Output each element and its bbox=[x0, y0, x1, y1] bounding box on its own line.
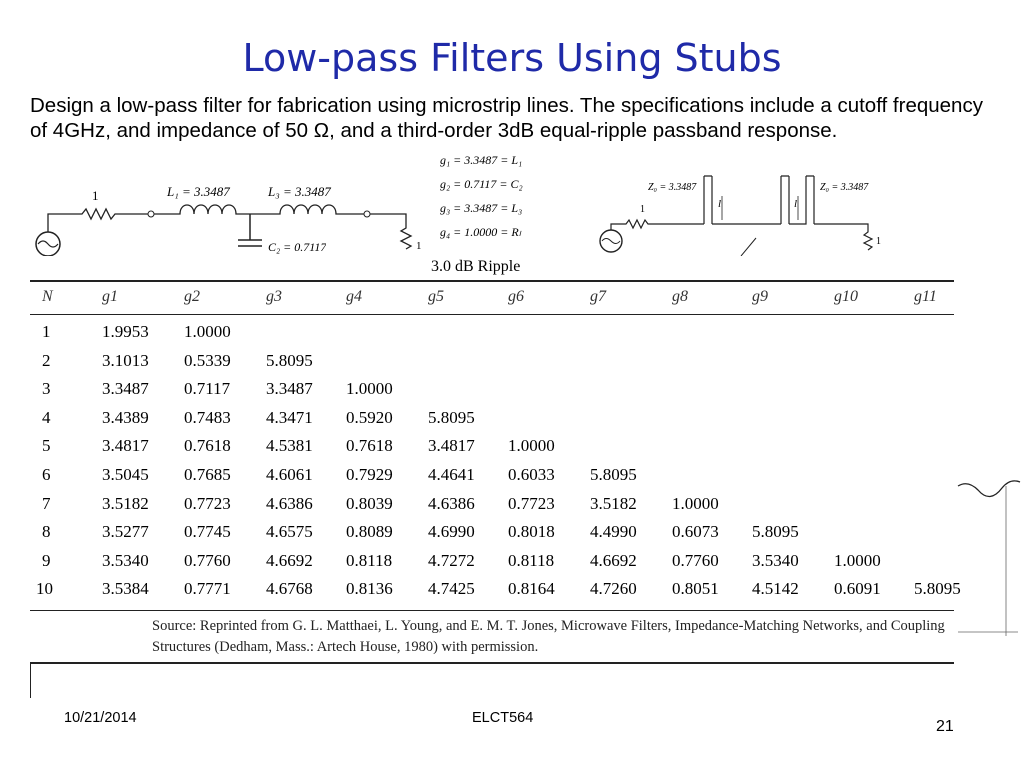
load-resistor-label: 1 bbox=[416, 240, 422, 252]
table-cell-g8: 0.8051 bbox=[672, 579, 719, 599]
table-row bbox=[30, 351, 954, 377]
header-g10: g10 bbox=[834, 288, 858, 305]
footer-course: ELCT564 bbox=[472, 710, 534, 726]
inductor-l1-label: L₁ = 3.3487 bbox=[167, 184, 230, 199]
table-cell-g1: 1.9953 bbox=[102, 322, 149, 341]
table-cell-g4: 0.8136 bbox=[346, 579, 393, 599]
table-cell-g3: 5.8095 bbox=[266, 350, 313, 370]
table-cell-g6: 0.7723 bbox=[508, 493, 555, 513]
table-cell-g7: 4.7260 bbox=[590, 579, 637, 599]
header-g7: g7 bbox=[590, 288, 606, 305]
table-cell-g3: 4.3471 bbox=[266, 407, 313, 427]
table-cell-g4: 0.8089 bbox=[346, 522, 393, 542]
table-cell-g9: 5.8095 bbox=[752, 522, 799, 542]
table-cell-g1: 3.5340 bbox=[102, 550, 149, 570]
table-row bbox=[30, 465, 954, 491]
table-cell-g4: 1.0000 bbox=[346, 379, 393, 399]
table-cell-g11: 5.8095 bbox=[914, 579, 961, 599]
table-row bbox=[30, 494, 954, 520]
table-row bbox=[30, 408, 954, 434]
footer-date: 10/21/2014 bbox=[64, 710, 137, 726]
table-cell-g6: 0.6033 bbox=[508, 465, 555, 484]
table-title: 3.0 dB Ripple bbox=[431, 258, 521, 275]
table-cell-g5: 4.6990 bbox=[428, 522, 475, 542]
footer-page-number: 21 bbox=[936, 718, 954, 735]
table-cell-g1: 3.3487 bbox=[102, 379, 149, 399]
table-row bbox=[30, 579, 961, 605]
table-cell-g3: 4.6768 bbox=[266, 579, 313, 599]
table-cell-g1: 3.4389 bbox=[102, 407, 149, 427]
table-cell-g2: 0.7760 bbox=[184, 550, 231, 570]
table-cell-g1: 3.4817 bbox=[102, 436, 149, 456]
left-margin-rule bbox=[30, 664, 31, 698]
table-header-rule bbox=[30, 314, 954, 315]
prototype-values bbox=[436, 148, 527, 244]
g4-value: g₄ = 1.0000 = Rₗ bbox=[440, 225, 521, 239]
z0-left-label: Z₀ = 3.3487 bbox=[648, 182, 697, 193]
table-cell-g2: 0.7117 bbox=[184, 379, 231, 399]
table-cell-g7: 5.8095 bbox=[590, 465, 637, 484]
table-cell-g9: 4.5142 bbox=[752, 579, 799, 599]
table-cell-g2: 0.5339 bbox=[184, 350, 231, 370]
table-cell-n: 6 bbox=[42, 465, 51, 484]
z0-right-label: Z₀ = 3.3487 bbox=[820, 182, 869, 193]
g1-value: g₁ = 3.3487 = L₁ bbox=[440, 153, 523, 167]
table-cell-g9: 3.5340 bbox=[752, 550, 799, 570]
table-row bbox=[30, 436, 954, 462]
table-cell-g10: 0.6091 bbox=[834, 579, 881, 599]
header-g8: g8 bbox=[672, 288, 688, 305]
table-cell-g2: 0.7771 bbox=[184, 579, 231, 599]
table-cell-g1: 3.5182 bbox=[102, 493, 149, 513]
table-cell-g5: 3.4817 bbox=[428, 436, 475, 456]
problem-statement: Design a low-pass filter for fabrication using microstrip lines. The specifications include a cutoff frequency of 4GHz, and impedance of 50 Ω, and a third-order 3dB equal-ripple passband response. bbox=[30, 94, 983, 142]
table-cell-g3: 4.6575 bbox=[266, 522, 313, 542]
table-cell-g6: 0.8118 bbox=[508, 550, 555, 570]
g2-value: g₂ = 0.7117 = C₂ bbox=[440, 177, 523, 191]
table-cell-g2: 0.7618 bbox=[184, 436, 231, 456]
table-cell-n: 7 bbox=[42, 493, 51, 513]
table-bottom-rule bbox=[30, 610, 954, 611]
table-row bbox=[30, 322, 954, 348]
response-plot-fragment bbox=[956, 476, 1024, 646]
header-n: N bbox=[42, 288, 53, 305]
table-cell-g5: 4.7425 bbox=[428, 579, 475, 599]
table-cell-g3: 4.6692 bbox=[266, 550, 313, 570]
stub-load-resistor-label: 1 bbox=[876, 236, 881, 247]
stub-length-label-1: l bbox=[718, 198, 722, 210]
table-cell-g3: 4.6061 bbox=[266, 465, 313, 484]
inductor-l3-label: L₃ = 3.3487 bbox=[268, 184, 331, 199]
table-cell-g7: 3.5182 bbox=[590, 493, 637, 513]
table-cell-g2: 0.7685 bbox=[184, 465, 231, 484]
table-cell-g1: 3.5384 bbox=[102, 579, 149, 599]
header-g9: g9 bbox=[752, 288, 768, 305]
header-g3: g3 bbox=[266, 288, 282, 305]
table-cell-g5: 4.6386 bbox=[428, 493, 475, 513]
table-cell-g2: 0.7483 bbox=[184, 407, 231, 427]
table-cell-g7: 4.4990 bbox=[590, 522, 637, 542]
table-cell-g4: 0.8039 bbox=[346, 493, 393, 513]
table-cell-g4: 0.5920 bbox=[346, 407, 393, 427]
table-cell-g8: 0.6073 bbox=[672, 522, 719, 542]
table-cell-n: 3 bbox=[42, 379, 51, 399]
table-cell-g2: 1.0000 bbox=[184, 322, 231, 341]
source-resistor-label: 1 bbox=[92, 188, 99, 203]
table-cell-g1: 3.1013 bbox=[102, 350, 149, 370]
header-g11: g11 bbox=[914, 288, 937, 305]
table-cell-g6: 1.0000 bbox=[508, 436, 555, 456]
header-g6: g6 bbox=[508, 288, 524, 305]
header-g2: g2 bbox=[184, 288, 200, 305]
table-cell-g4: 0.7618 bbox=[346, 436, 393, 456]
table-cell-g4: 0.8118 bbox=[346, 550, 393, 570]
table-cell-n: 5 bbox=[42, 436, 51, 456]
table-cell-g4: 0.7929 bbox=[346, 465, 393, 484]
table-cell-g2: 0.7745 bbox=[184, 522, 231, 542]
table-cell-n: 2 bbox=[42, 350, 51, 370]
table-cell-g6: 0.8018 bbox=[508, 522, 555, 542]
table-cell-g6: 0.8164 bbox=[508, 579, 555, 599]
table-cell-g8: 1.0000 bbox=[672, 493, 719, 513]
table-cell-g5: 5.8095 bbox=[428, 407, 475, 427]
table-cell-n: 8 bbox=[42, 522, 51, 542]
capacitor-c2-label: C₂ = 0.7117 bbox=[268, 240, 327, 254]
table-cell-g3: 4.6386 bbox=[266, 493, 313, 513]
table-cell-g3: 4.5381 bbox=[266, 436, 313, 456]
table-cell-g2: 0.7723 bbox=[184, 493, 231, 513]
header-g1: g1 bbox=[102, 288, 118, 305]
table-cell-g5: 4.7272 bbox=[428, 550, 475, 570]
table-cell-g5: 4.4641 bbox=[428, 465, 475, 484]
table-cell-g1: 3.5045 bbox=[102, 465, 149, 484]
table-cell-n: 10 bbox=[36, 579, 53, 599]
table-cell-g10: 1.0000 bbox=[834, 550, 881, 570]
stub-source-resistor-label: 1 bbox=[640, 204, 645, 215]
table-cell-g8: 0.7760 bbox=[672, 550, 719, 570]
table-row bbox=[30, 551, 954, 577]
table-cell-n: 1 bbox=[42, 322, 51, 341]
stub-length-label-2: l bbox=[794, 198, 798, 210]
table-cell-n: 4 bbox=[42, 407, 51, 427]
header-g4: g4 bbox=[346, 288, 362, 305]
table-cell-g1: 3.5277 bbox=[102, 522, 149, 542]
table-cell-g7: 4.6692 bbox=[590, 550, 637, 570]
table-top-rule bbox=[30, 280, 954, 282]
header-g5: g5 bbox=[428, 288, 444, 305]
table-cell-g3: 3.3487 bbox=[266, 379, 313, 399]
slide-title: Low-pass Filters Using Stubs bbox=[242, 36, 782, 80]
table-cell-n: 9 bbox=[42, 550, 51, 570]
table-source-note: Source: Reprinted from G. L. Matthaei, L. Young, and E. M. T. Jones, Microwave Filters, Impedance-Matching Networks, and Coupling Structures (Dedham, Mass.: Artech House, 1980) with permission. bbox=[152, 618, 945, 655]
table-row bbox=[30, 522, 954, 548]
g3-value: g₃ = 3.3487 = L₃ bbox=[440, 201, 523, 215]
lumped-lowpass-circuit bbox=[30, 180, 430, 256]
source-bottom-rule bbox=[30, 662, 954, 664]
table-row bbox=[30, 379, 954, 405]
